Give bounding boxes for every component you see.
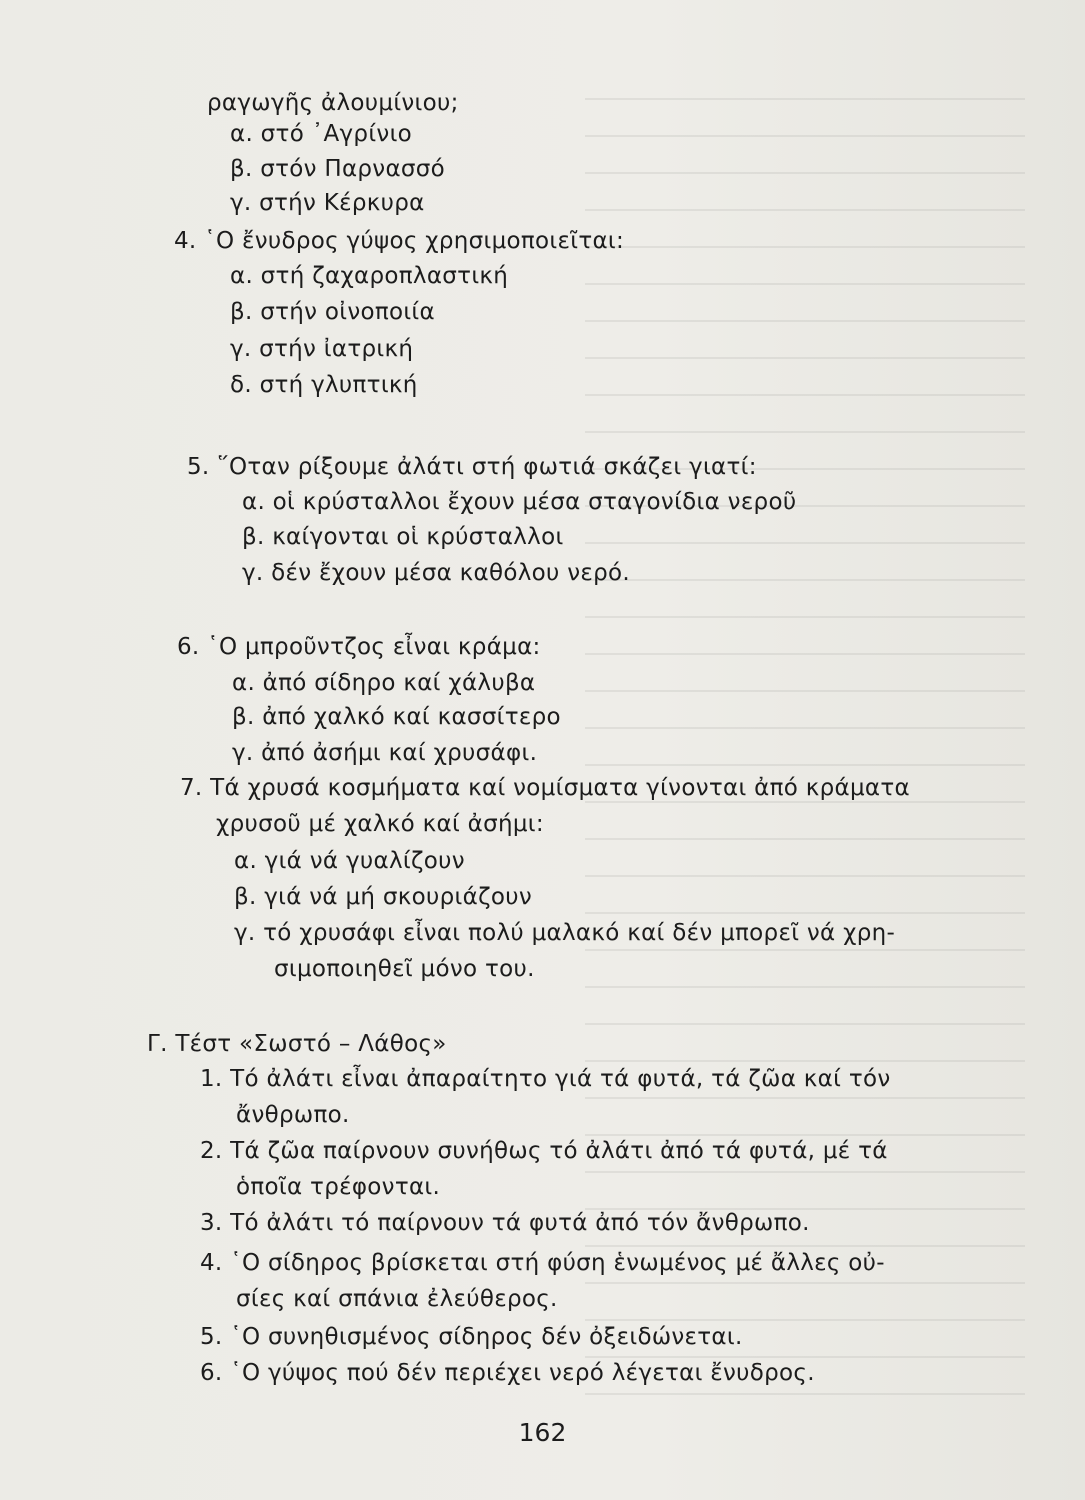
text-line: β. ἀπό χαλκό καί κασσίτερο <box>232 704 561 730</box>
statement-1: 1. Τό ἀλάτι εἶναι ἀπαραίτητο γιά τά φυτά, τά ζῶα καί τόν <box>200 1066 891 1092</box>
question-6: 6. ῾Ο μπροῦντζος εἶναι κράμα: <box>177 634 541 660</box>
text-line: δ. στή γλυπτική <box>230 372 418 398</box>
text-line: α. οἱ κρύσταλλοι ἔχουν μέσα σταγονίδια νεροῦ <box>242 489 797 515</box>
text-line: χρυσοῦ μέ χαλκό καί ἀσήμι: <box>216 811 544 837</box>
question-7: 7. Τά χρυσά κοσμήματα καί νομίσματα γίνονται ἀπό κράματα <box>180 775 910 801</box>
text-line: α. ἀπό σίδηρο καί χάλυβα <box>232 670 536 696</box>
text-line: σίες καί σπάνια ἐλεύθερος. <box>236 1286 558 1312</box>
statement-5: 5. ῾Ο συνηθισμένος σίδηρος δέν ὀξειδώνεται. <box>200 1324 743 1350</box>
text-line: σιμοποιηθεῖ μόνο του. <box>274 956 535 982</box>
text-line: α. γιά νά γυαλίζουν <box>234 848 465 874</box>
statement-6: 6. ῾Ο γύψος πού δέν περιέχει νερό λέγεται ἔνυδρος. <box>200 1360 815 1386</box>
statement-4: 4. ῾Ο σίδηρος βρίσκεται στή φύση ἑνωμένος μέ ἄλλες οὐ- <box>200 1250 885 1276</box>
statement-3: 3. Τό ἀλάτι τό παίρνουν τά φυτά ἀπό τόν ἄνθρωπο. <box>200 1210 810 1236</box>
text-line: γ. στήν ἰατρική <box>230 336 414 362</box>
question-5: 5. ῞Οταν ρίξουμε ἀλάτι στή φωτιά σκάζει γιατί: <box>187 454 757 480</box>
text-line: β. στόν Παρνασσό <box>230 156 446 182</box>
text-line: α. στό ᾿Αγρίνιο <box>230 121 413 147</box>
text-line: γ. ἀπό ἀσήμι καί χρυσάφι. <box>232 740 538 766</box>
text-line: β. γιά νά μή σκουριάζουν <box>234 884 533 910</box>
text-line: ραγωγῆς ἀλουμίνιου; <box>207 90 459 116</box>
text-line: γ. δέν ἔχουν μέσα καθόλου νερό. <box>242 560 630 586</box>
statement-2: 2. Τά ζῶα παίρνουν συνήθως τό ἀλάτι ἀπό τά φυτά, μέ τά <box>200 1138 888 1164</box>
text-line: γ. στήν Κέρκυρα <box>230 190 425 216</box>
section-heading: Γ. Τέστ «Σωστό – Λάθος» <box>147 1031 447 1057</box>
bleed-through-text <box>585 70 1025 1400</box>
text-line: β. στήν οἰνοποιία <box>230 299 435 325</box>
text-line: ἄνθρωπο. <box>236 1102 350 1128</box>
question-4: 4. ῾Ο ἔνυδρος γύψος χρησιμοποιεῖται: <box>174 228 625 254</box>
text-line: β. καίγονται οἱ κρύσταλλοι <box>242 524 564 550</box>
text-line: γ. τό χρυσάφι εἶναι πολύ μαλακό καί δέν μπορεῖ νά χρη- <box>234 920 896 946</box>
text-line: α. στή ζαχαροπλαστική <box>230 263 509 289</box>
text-line: ὁποῖα τρέφονται. <box>236 1174 441 1200</box>
page-number: 162 <box>518 1418 567 1447</box>
